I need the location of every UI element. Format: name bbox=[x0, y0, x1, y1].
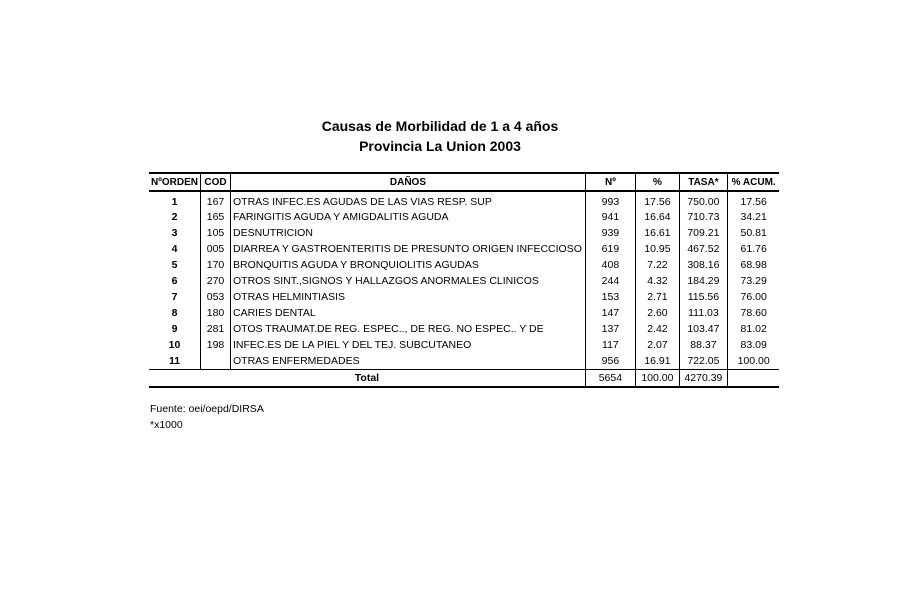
cell-orden: 11 bbox=[149, 353, 201, 370]
cell-acum: 34.21 bbox=[727, 209, 779, 225]
cell-pct: 4.32 bbox=[635, 273, 679, 289]
cell-cod bbox=[201, 353, 231, 370]
cell-orden: 10 bbox=[168, 339, 181, 351]
cell-pct: 2.71 bbox=[635, 289, 679, 305]
cell-n: 117 bbox=[585, 337, 635, 353]
cell-cod: 270 bbox=[201, 273, 231, 289]
table-row bbox=[149, 289, 779, 305]
cell-cod: 170 bbox=[201, 257, 231, 273]
cell-pct: 7.22 bbox=[635, 257, 679, 273]
cell-tasa: 308.16 bbox=[679, 257, 727, 273]
cell-tasa: 103.47 bbox=[679, 321, 727, 337]
morbidity-table bbox=[149, 172, 779, 388]
footnote: *x1000 bbox=[150, 419, 183, 431]
cell-orden: 4 bbox=[171, 243, 178, 255]
cell-cod: 180 bbox=[201, 305, 231, 321]
cell-orden: 2 bbox=[171, 211, 178, 223]
cell-orden: 6 bbox=[171, 275, 178, 287]
cell-orden: 8 bbox=[171, 307, 178, 319]
morbidity-table-wrapper bbox=[149, 172, 779, 388]
cell-acum: 17.56 bbox=[727, 191, 779, 209]
total-label: Total bbox=[149, 370, 585, 388]
document-title: Causas de Morbilidad de 1 a 4 años bbox=[321, 118, 559, 134]
table-row bbox=[149, 305, 779, 321]
cell-acum: 100.00 bbox=[727, 353, 779, 370]
cell-tasa: 115.56 bbox=[679, 289, 727, 305]
cell-tasa: 709.21 bbox=[679, 225, 727, 241]
cell-n: 956 bbox=[585, 353, 635, 370]
cell-dano: OTRAS ENFERMEDADES bbox=[231, 353, 586, 370]
cell-acum: 73.29 bbox=[727, 273, 779, 289]
cell-dano: OTROS SINT.,SIGNOS Y HALLAZGOS ANORMALES CLINICOS bbox=[231, 273, 586, 289]
cell-orden: 7 bbox=[171, 291, 178, 303]
cell-tasa: 710.73 bbox=[679, 209, 727, 225]
total-tasa: 4270.39 bbox=[679, 370, 727, 388]
cell-cod: 105 bbox=[201, 225, 231, 241]
cell-orden: 3 bbox=[171, 227, 178, 239]
cell-acum: 83.09 bbox=[727, 337, 779, 353]
table-body bbox=[149, 191, 779, 387]
cell-cod: 005 bbox=[201, 241, 231, 257]
cell-n: 147 bbox=[585, 305, 635, 321]
table-row bbox=[149, 241, 779, 257]
cell-tasa: 111.03 bbox=[679, 305, 727, 321]
cell-tasa: 722.05 bbox=[679, 353, 727, 370]
cell-n: 153 bbox=[585, 289, 635, 305]
cell-pct: 16.61 bbox=[635, 225, 679, 241]
header-n: Nº bbox=[585, 173, 635, 191]
total-pct: 100.00 bbox=[635, 370, 679, 388]
cell-dano: BRONQUITIS AGUDA Y BRONQUIOLITIS AGUDAS bbox=[231, 257, 586, 273]
cell-dano: OTRAS HELMINTIASIS bbox=[231, 289, 586, 305]
table-row bbox=[149, 321, 779, 337]
cell-dano: FARINGITIS AGUDA Y AMIGDALITIS AGUDA bbox=[231, 209, 586, 225]
cell-dano: CARIES DENTAL bbox=[231, 305, 586, 321]
cell-dano: INFEC.ES DE LA PIEL Y DEL TEJ. SUBCUTANEO bbox=[231, 337, 586, 353]
cell-tasa: 88.37 bbox=[679, 337, 727, 353]
cell-pct: 10.95 bbox=[635, 241, 679, 257]
cell-tasa: 184.29 bbox=[679, 273, 727, 289]
cell-cod: 053 bbox=[201, 289, 231, 305]
title-block bbox=[240, 116, 640, 156]
cell-orden: 5 bbox=[171, 259, 178, 271]
cell-acum: 81.02 bbox=[727, 321, 779, 337]
cell-pct: 2.42 bbox=[635, 321, 679, 337]
cell-n: 137 bbox=[585, 321, 635, 337]
cell-pct: 2.07 bbox=[635, 337, 679, 353]
cell-n: 619 bbox=[585, 241, 635, 257]
table-row bbox=[149, 257, 779, 273]
table-row bbox=[149, 191, 779, 209]
table-row bbox=[149, 353, 779, 370]
cell-dano: DESNUTRICION bbox=[231, 225, 586, 241]
cell-dano: OTOS TRAUMAT.DE REG. ESPEC.., DE REG. NO ESPEC.. Y DE bbox=[231, 321, 586, 337]
cell-acum: 61.76 bbox=[727, 241, 779, 257]
cell-tasa: 467.52 bbox=[679, 241, 727, 257]
cell-acum: 50.81 bbox=[727, 225, 779, 241]
document-subtitle: Provincia La Union 2003 bbox=[359, 138, 521, 154]
cell-pct: 16.64 bbox=[635, 209, 679, 225]
cell-cod: 165 bbox=[201, 209, 231, 225]
cell-n: 993 bbox=[585, 191, 635, 209]
header-acum: % ACUM. bbox=[727, 173, 779, 191]
table-row bbox=[149, 209, 779, 225]
cell-n: 939 bbox=[585, 225, 635, 241]
table-row bbox=[149, 337, 779, 353]
cell-n: 244 bbox=[585, 273, 635, 289]
header-tasa: TASA* bbox=[679, 173, 727, 191]
header-pct: % bbox=[635, 173, 679, 191]
source-note: Fuente: oei/oepd/DIRSA bbox=[150, 403, 264, 415]
cell-orden: 9 bbox=[171, 323, 178, 335]
header-cod: COD bbox=[201, 173, 231, 191]
cell-n: 941 bbox=[585, 209, 635, 225]
cell-pct: 17.56 bbox=[635, 191, 679, 209]
header-danos: DAÑOS bbox=[231, 173, 586, 191]
table-row bbox=[149, 273, 779, 289]
cell-dano: DIARREA Y GASTROENTERITIS DE PRESUNTO ORIGEN INFECCIOSO bbox=[231, 241, 586, 257]
header-orden: NºORDEN bbox=[149, 173, 201, 191]
total-n: 5654 bbox=[585, 370, 635, 388]
total-acum bbox=[727, 370, 779, 388]
cell-acum: 78.60 bbox=[727, 305, 779, 321]
cell-acum: 68.98 bbox=[727, 257, 779, 273]
cell-pct: 2.60 bbox=[635, 305, 679, 321]
cell-tasa: 750.00 bbox=[679, 191, 727, 209]
cell-acum: 76.00 bbox=[727, 289, 779, 305]
cell-n: 408 bbox=[585, 257, 635, 273]
table-row bbox=[149, 225, 779, 241]
cell-cod: 167 bbox=[201, 191, 231, 209]
cell-orden: 1 bbox=[171, 196, 178, 208]
cell-dano: OTRAS INFEC.ES AGUDAS DE LAS VIAS RESP. SUP bbox=[231, 191, 586, 209]
cell-cod: 198 bbox=[201, 337, 231, 353]
table-header-row bbox=[149, 173, 779, 191]
cell-pct: 16.91 bbox=[635, 353, 679, 370]
table-total-row bbox=[149, 370, 779, 388]
notes-block bbox=[150, 401, 264, 433]
cell-cod: 281 bbox=[201, 321, 231, 337]
